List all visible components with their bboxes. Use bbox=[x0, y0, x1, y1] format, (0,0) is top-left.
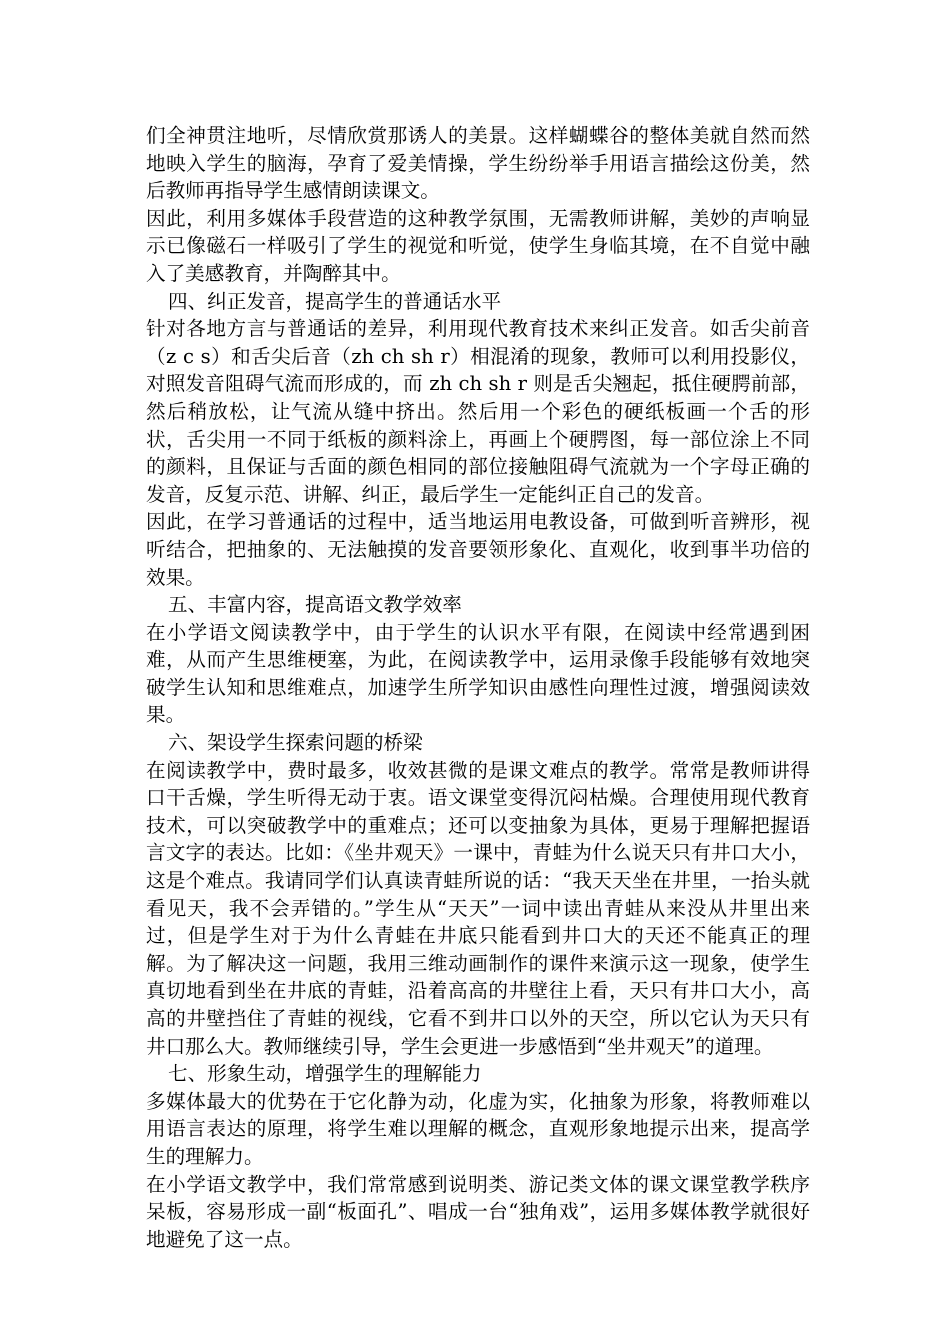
paragraph: 因此，在学习普通话的过程中，适当地运用电教设备，可做到听音辨形，视听结合，把抽象的、无法触摸的发音要领形象化、直观化，收到事半功倍的效果。 bbox=[146, 510, 810, 589]
section-heading: 五、丰富内容，提高语文教学效率 bbox=[168, 593, 462, 617]
paragraph: 多媒体最大的优势在于它化静为动，化虚为实，化抽象为形象，将教师难以用语言表达的原理，将学生难以理解的概念，直观形象地提示出来，提高学生的理解力。 bbox=[146, 1089, 810, 1168]
section-heading: 四、纠正发音，提高学生的普通话水平 bbox=[168, 289, 502, 313]
paragraph: 在阅读教学中，费时最多，收效甚微的是课文难点的教学。常常是教师讲得口干舌燥，学生听得无动于衷。语文课堂变得沉闷枯燥。合理使用现代教育技术，可以突破教学中的重难点；还可以变抽象为具体，更易于理解把握语言文字的表达。比如：《坐井观天》一课中，青蛙为什么说天只有井口大小，这是个难点。我请同学们认真读青蛙所说的话：“我天天坐在井里，一抬头就看见天，我不会弄错的。”学生从“天天”一词中读出青蛙从来没从井里出来过，但是学生对于为什么青蛙在井底只能看到井口大的天还不能真正的理解。为了解决这一问题，我用三维动画制作的课件来演示这一现象，使学生真切地看到坐在井底的青蛙，沿着高高的井壁往上看，天只有井口大小，高高的井壁挡住了青蛙的视线，它看不到井口以外的天空，所以它认为天只有井口那么大。教师继续引导，学生会更进一步感悟到“坐井观天”的道理。 bbox=[146, 758, 810, 1058]
paragraph: 在小学语文阅读教学中，由于学生的认识水平有限，在阅读中经常遇到困难，从而产生思维梗塞，为此，在阅读教学中，运用录像手段能够有效地突破学生认知和思维难点，加速学生所学知识由感性向理性过渡，增强阅读效果。 bbox=[146, 620, 810, 727]
paragraph: 因此，利用多媒体手段营造的这种教学氛围，无需教师讲解，美妙的声响显示已像磁石一样吸引了学生的视觉和听觉，使学生身临其境，在不自觉中融入了美感教育，并陶醉其中。 bbox=[146, 206, 810, 285]
document-page bbox=[146, 122, 810, 1253]
paragraph: 在小学语文教学中，我们常常感到说明类、游记类文体的课文课堂教学秩序呆板，容易形成一副“板面孔”、唱成一台“独角戏”，运用多媒体教学就很好地避免了这一点。 bbox=[146, 1172, 810, 1251]
paragraph: 针对各地方言与普通话的差异，利用现代教育技术来纠正发音。如舌尖前音（z c s）和舌尖后音（zh ch sh r）相混淆的现象，教师可以利用投影仪，对照发音阻碍气流而形成的，而 zh ch sh r 则是舌尖翘起，抵住硬腭前部，然后稍放松，让气流从缝中挤出。然后用一个彩色的硬纸板画一个舌的形状，舌尖用一不同于纸板的颜料涂上，再画上个硬腭图，每一部位涂上不同的颜料，且保证与舌面的颜色相同的部位接触阻碍气流就为一个字母正确的发音，反复示范、讲解、纠正，最后学生一定能纠正自己的发音。 bbox=[146, 317, 810, 506]
paragraph: 们全神贯注地听，尽情欣赏那诱人的美景。这样蝴蝶谷的整体美就自然而然地映入学生的脑海，孕育了爱美情操，学生纷纷举手用语言描绘这份美，然后教师再指导学生感情朗读课文。 bbox=[146, 124, 810, 203]
section-heading: 七、形象生动，增强学生的理解能力 bbox=[168, 1062, 482, 1086]
section-heading: 六、架设学生探索问题的桥梁 bbox=[168, 731, 423, 755]
